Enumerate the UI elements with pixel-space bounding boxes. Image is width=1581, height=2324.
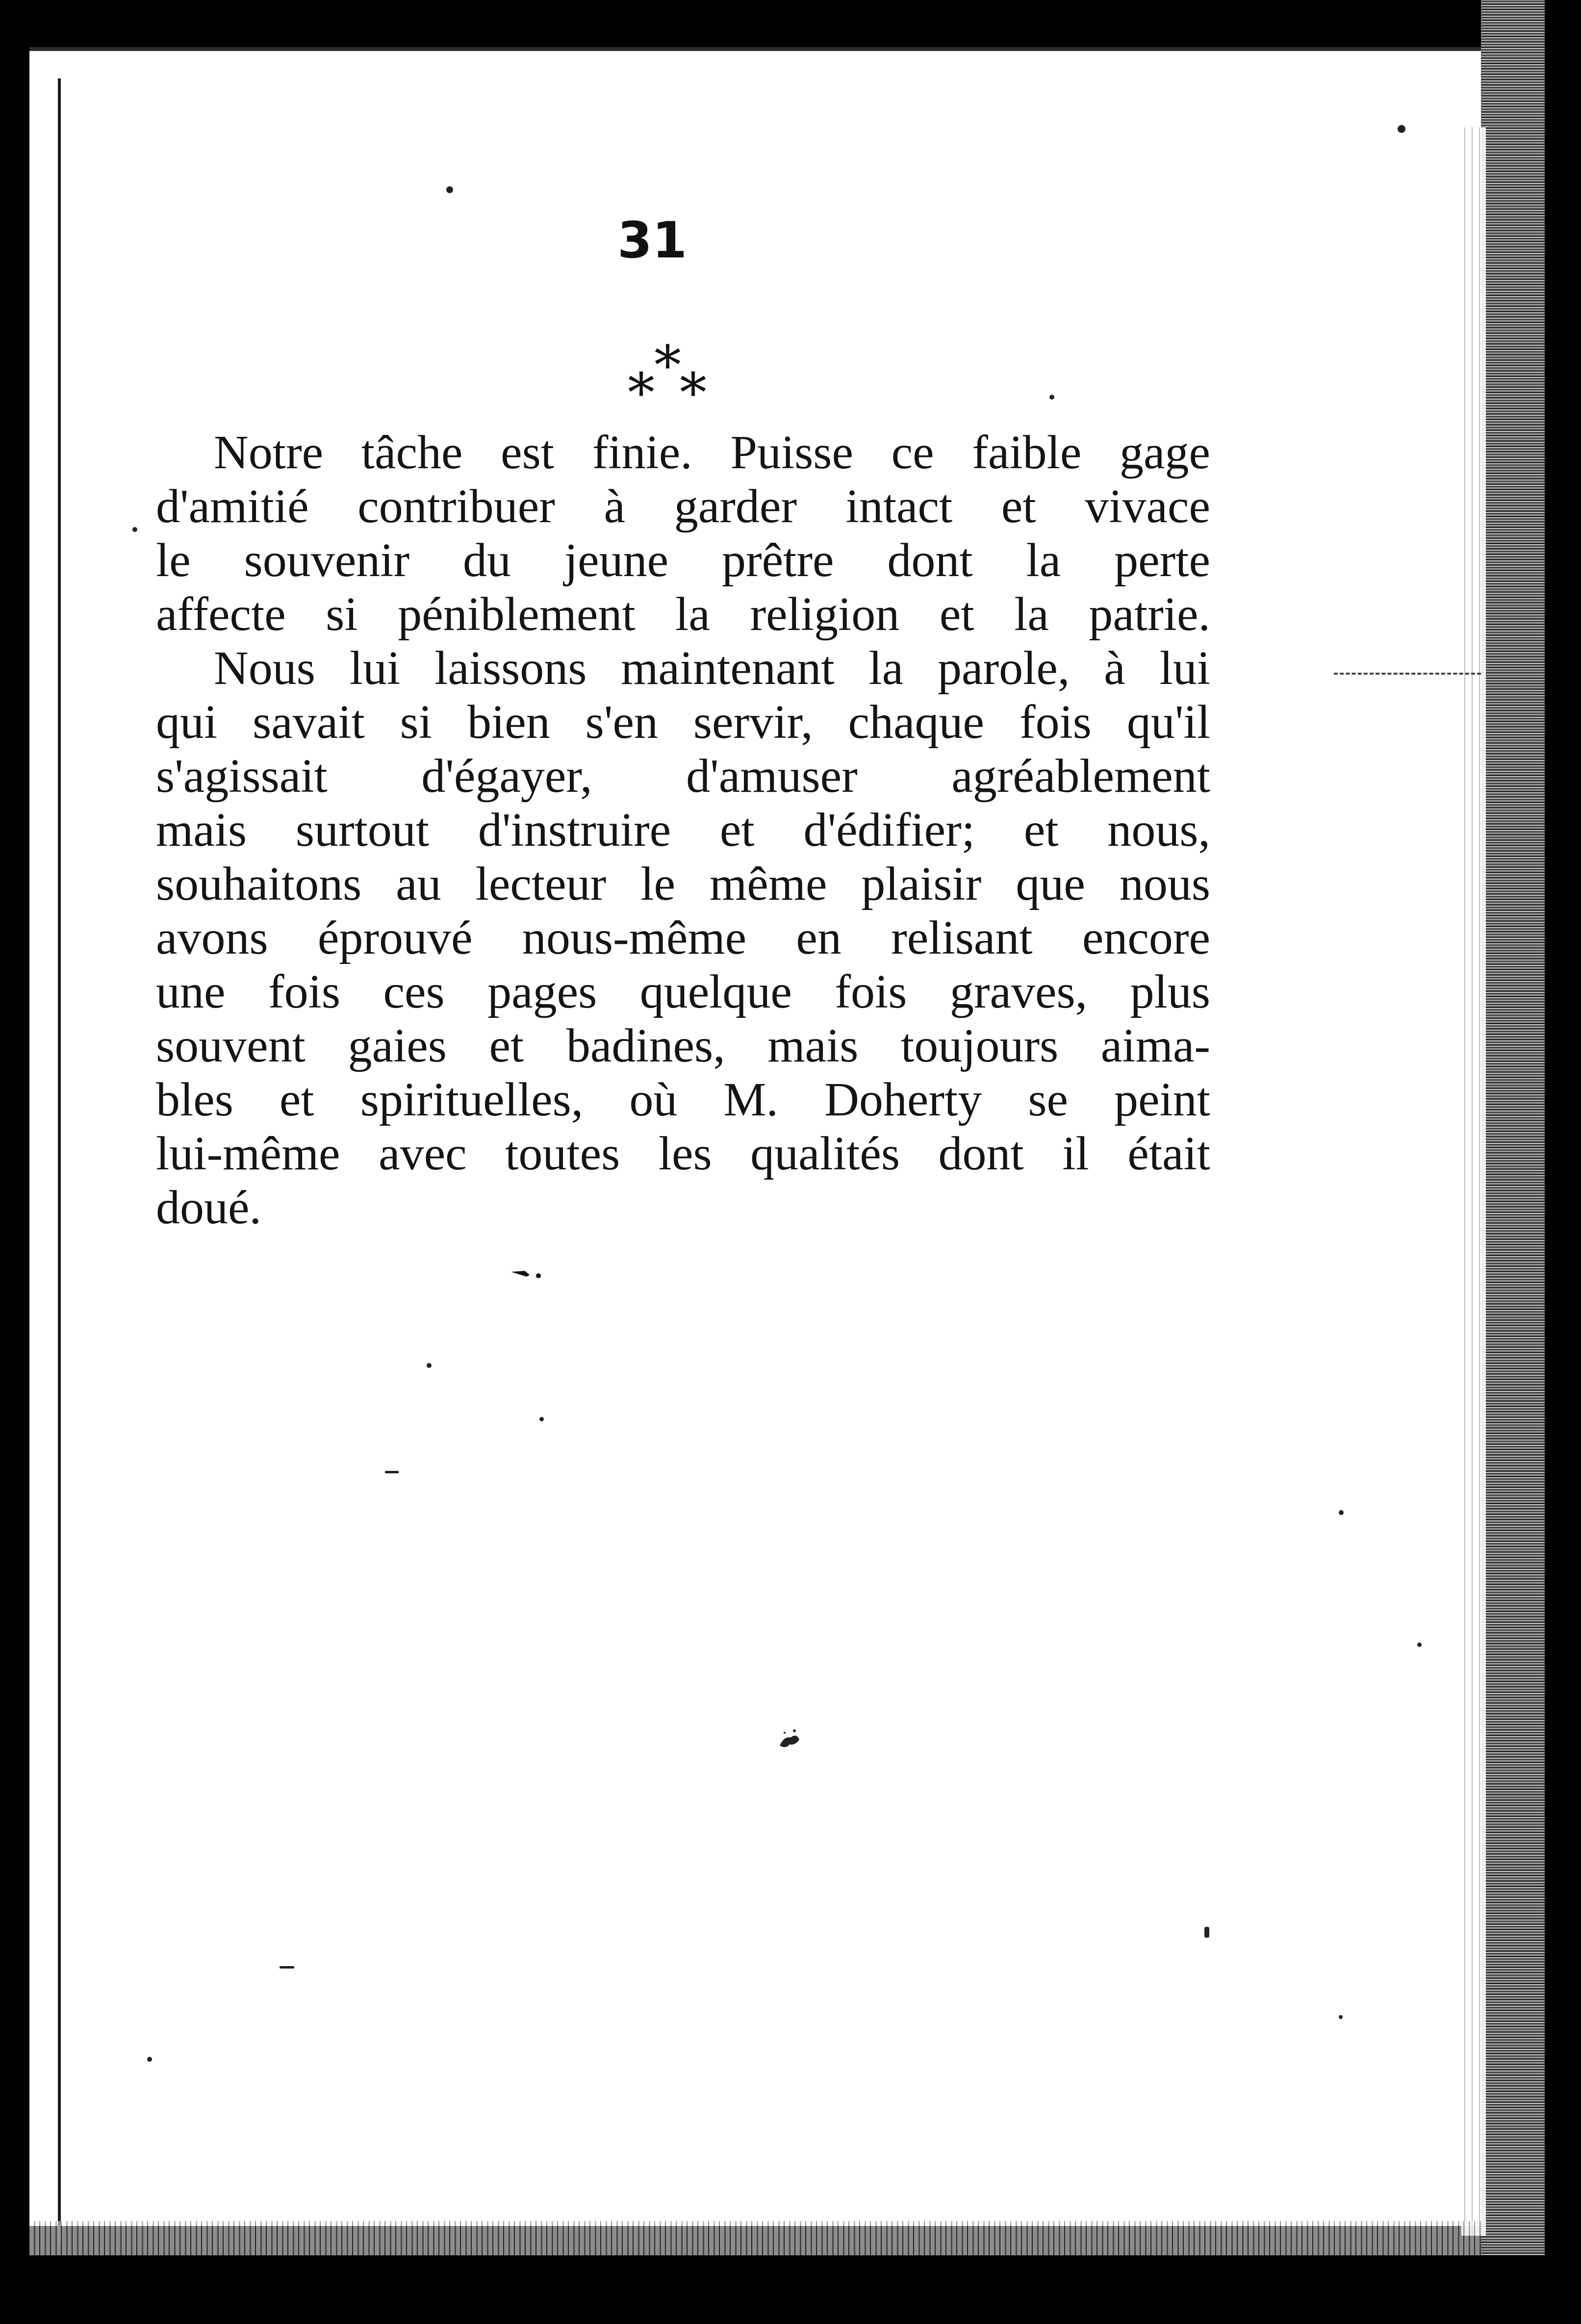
- text-line: doué.: [156, 1181, 261, 1234]
- scan-border-top: [29, 47, 1481, 51]
- text-line: souvent gaies et badines, mais toujours aima-: [156, 1019, 1210, 1072]
- scan-speck: [385, 1471, 399, 1473]
- text-line: qui savait si bien s'en servir, chaque fois qu'il: [156, 696, 1210, 749]
- asterism-star-icon: *: [654, 334, 681, 397]
- asterism-star-icon: *: [628, 361, 655, 424]
- asterism-ornament: [628, 334, 716, 424]
- scan-speck: [1417, 1642, 1422, 1647]
- text-line: s'agissait d'égayer, d'amuser agréablement: [156, 750, 1210, 803]
- scan-speck: [1204, 1927, 1209, 1938]
- scan-border-right-band: [1545, 0, 1581, 2324]
- scan-speck: [427, 1363, 432, 1368]
- scan-speck: [539, 1417, 544, 1421]
- scan-speck: [147, 2057, 152, 2062]
- text-line: Nous lui laissons maintenant la parole, à lui: [214, 642, 1210, 695]
- end-mark-icon: [510, 1255, 544, 1267]
- text-line: le souvenir du jeune prêtre dont la perte: [156, 534, 1210, 587]
- text-line: une fois ces pages quelque fois graves, plus: [156, 965, 1210, 1018]
- scan-border-left: [10, 0, 31, 2324]
- body-text: [156, 426, 1210, 1235]
- scan-border-bottom-speckle: [29, 2221, 1481, 2255]
- page-left-rule: [58, 78, 61, 2246]
- page-edge-speckle: [1461, 127, 1486, 2236]
- text-line: bles et spirituelles, où M. Doherty se peint: [156, 1073, 1210, 1126]
- text-line: d'amitié contribuer à garder intact et vivace: [156, 480, 1210, 533]
- text-line: Notre tâche est finie. Puisse ce faible gage: [214, 426, 1210, 479]
- text-line: lui-même avec toutes les qualités dont il était: [156, 1127, 1210, 1180]
- scan-speck: [280, 1966, 294, 1969]
- text-line: mais surtout d'instruire et d'édifier; et nous,: [156, 804, 1210, 857]
- text-line: avons éprouvé nous-même en relisant encore: [156, 911, 1210, 964]
- ink-blot-svg: [775, 1726, 804, 1755]
- scan-border-bottom: [0, 2255, 1581, 2324]
- scan-speck: [1339, 1510, 1344, 1515]
- scan-speck: [132, 527, 137, 532]
- ink-blot-icon: [775, 1726, 804, 1755]
- scan-speck: [1398, 125, 1405, 133]
- end-mark-svg: [510, 1268, 544, 1280]
- scan-speck: [1339, 2015, 1343, 2019]
- text-line: souhaitons au lecteur le même plaisir que nous: [156, 858, 1210, 910]
- scan-speck: [1049, 395, 1054, 400]
- scan-speck: [446, 186, 453, 193]
- page-number: 31: [617, 211, 687, 270]
- text-line: affecte si péniblement la religion et la patrie.: [156, 588, 1210, 641]
- scan-artifact-dash: [1334, 673, 1481, 675]
- asterism-star-icon: *: [680, 361, 707, 424]
